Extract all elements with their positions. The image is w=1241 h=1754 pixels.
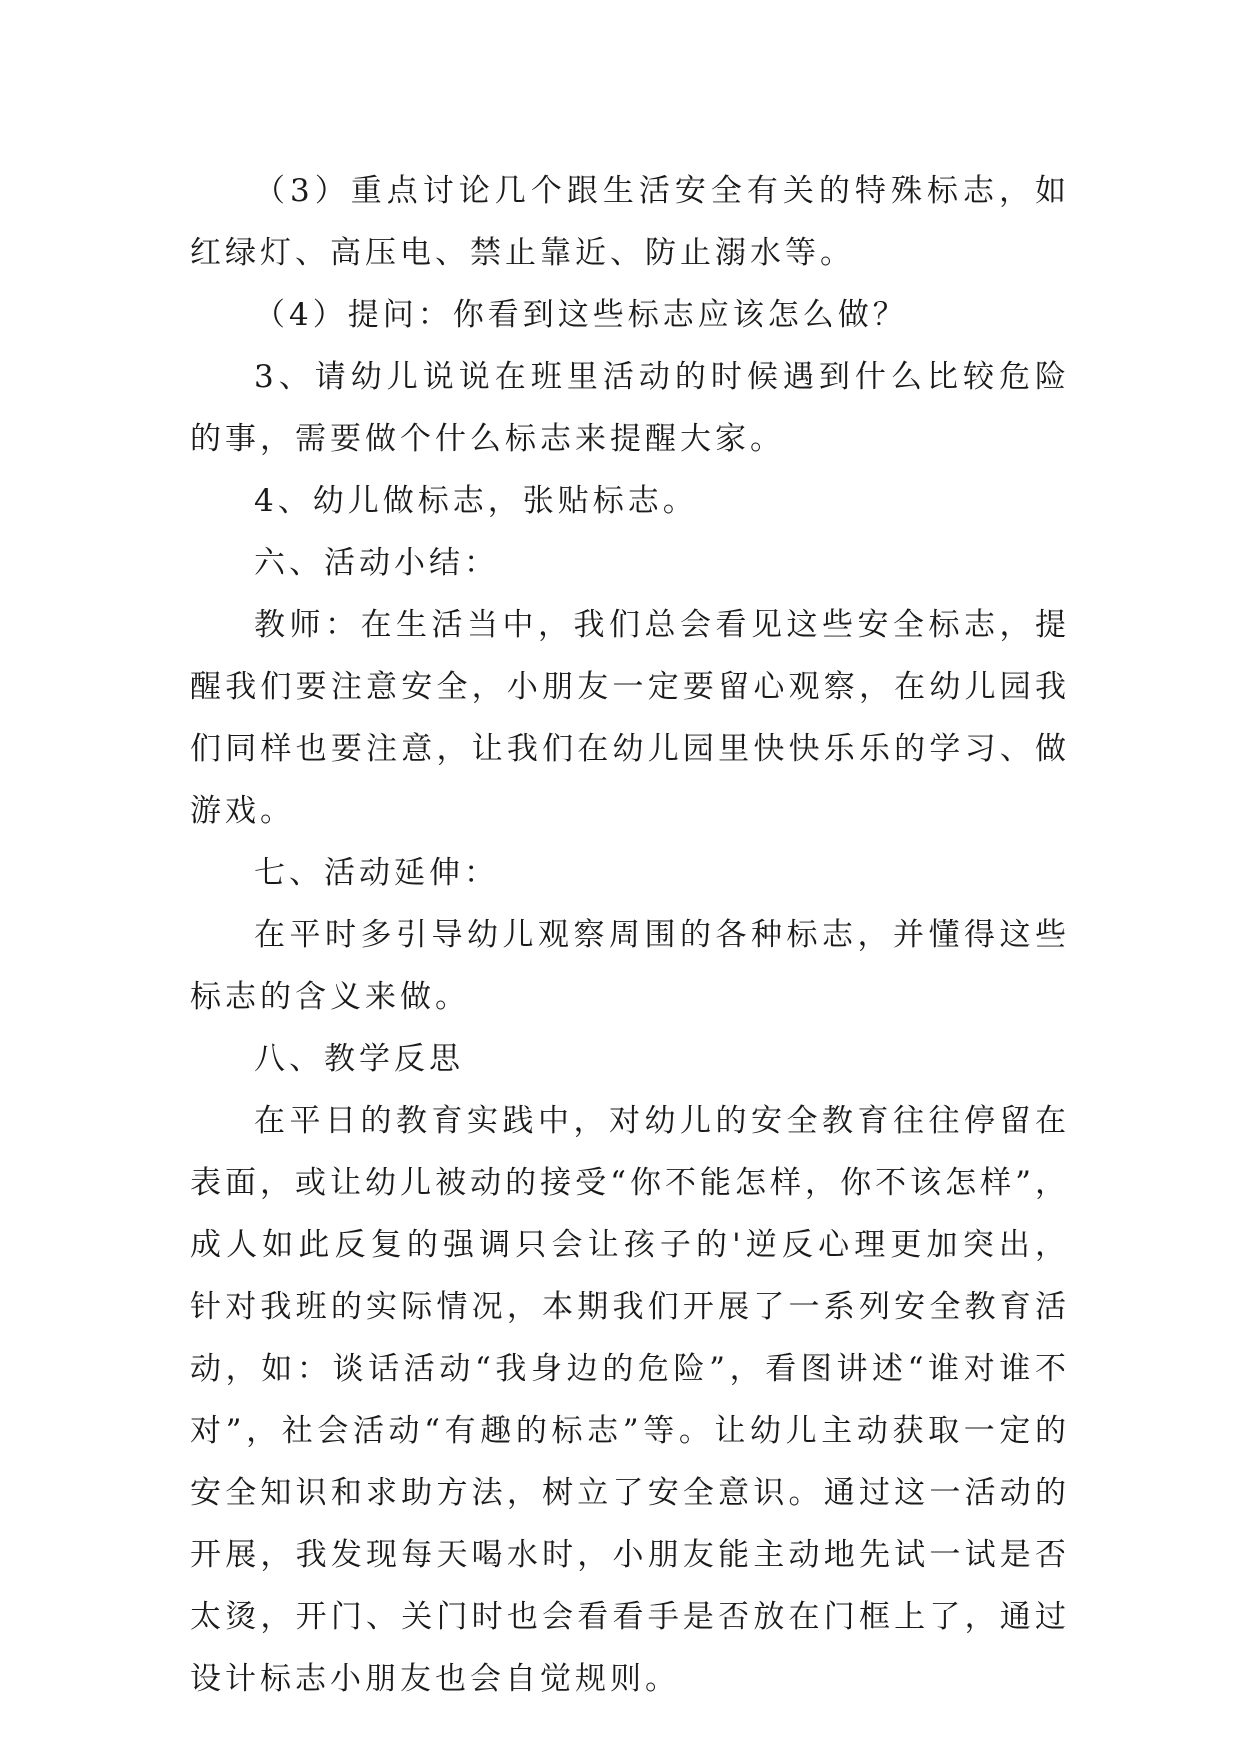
paragraph-discussion-signs: （3）重点讨论几个跟生活安全有关的特殊标志，如红绿灯、高压电、禁止靠近、防止溺水等。 (190, 173, 1070, 271)
paragraph-reflection: 在平日的教育实践中，对幼儿的安全教育往往停留在表面，或让幼儿被动的接受“你不能怎样，你不该怎样”，成人如此反复的强调只会让孩子的'逆反心理更加突出，针对我班的实际情况，本期我们开展了一系列安全教育活动，如：谈话活动“我身边的危险”，看图讲述“谁对谁不对”，社会活动“有趣的标志”等。让幼儿主动获取一定的安全知识和求助方法，树立了安全意识。通过这一活动的开展，我发现每天喝水时，小朋友能主动地先试一试是否太烫，开门、关门时也会看看手是否放在门框上了，通过设计标志小朋友也会自觉规则。 (190, 1103, 1070, 1697)
heading-activity-extension: 七、活动延伸： (254, 855, 499, 891)
document-body (190, 160, 1070, 1710)
paragraph-step-3: 3、请幼儿说说在班里活动的时候遇到什么比较危险的事，需要做个什么标志来提醒大家。 (190, 359, 1070, 457)
heading-activity-summary: 六、活动小结： (254, 545, 499, 581)
paragraph-teacher-summary: 教师：在生活当中，我们总会看见这些安全标志，提醒我们要注意安全，小朋友一定要留心观察，在幼儿园我们同样也要注意，让我们在幼儿园里快快乐乐的学习、做游戏。 (190, 607, 1070, 829)
heading-teaching-reflection: 八、教学反思 (254, 1041, 464, 1077)
paragraph-question: （4）提问：你看到这些标志应该怎么做？ (254, 297, 908, 333)
paragraph-extension: 在平时多引导幼儿观察周围的各种标志，并懂得这些标志的含义来做。 (190, 917, 1070, 1015)
paragraph-step-4: 4、幼儿做标志，张贴标志。 (254, 483, 698, 519)
